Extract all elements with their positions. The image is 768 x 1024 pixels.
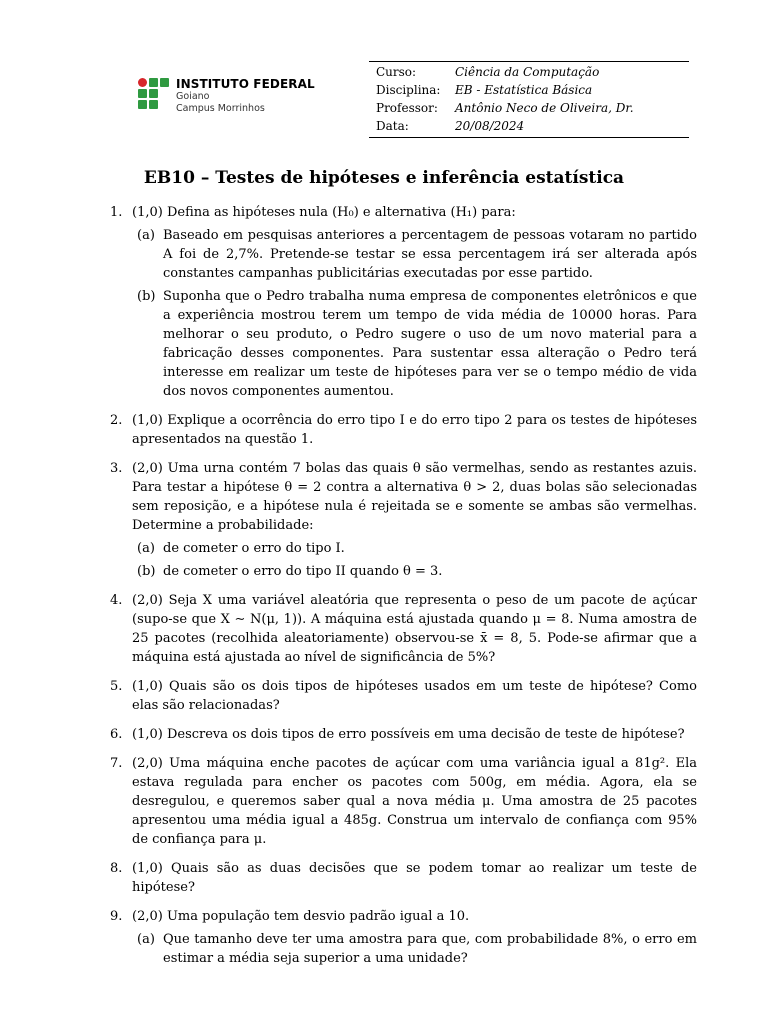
sub-label: (a): [137, 228, 155, 243]
sub-label: (a): [137, 932, 155, 947]
question-text: (2,0) Uma urna contém 7 bolas das quais θ são vermelhas, sendo as restantes azuis. Para testar a hipótese θ = 2 contra a alternativa θ > 2, duas bolas são selecionadas sem reposição, e a hipótese nula é rejeitada se e somente se ambas são vermelhas. Determine a probabilidade:: [132, 461, 697, 533]
course-info: [369, 61, 689, 138]
course-row: [369, 99, 689, 117]
question-number: 6.: [110, 727, 123, 742]
question-9: [110, 907, 697, 968]
question-number: 1.: [110, 205, 123, 220]
question-number: 2.: [110, 413, 123, 428]
question-7: [110, 754, 697, 849]
course-value: EB - Estatística Básica: [455, 83, 593, 97]
sub-label: (b): [137, 289, 156, 304]
question-4: [110, 591, 697, 667]
question-6: [110, 725, 697, 744]
course-value: 20/08/2024: [455, 119, 525, 133]
question-text: (1,0) Explique a ocorrência do erro tipo I e do erro tipo 2 para os testes de hipóteses apresentados na questão 1.: [132, 413, 697, 447]
question-8: [110, 859, 697, 897]
sub-text: de cometer o erro do tipo I.: [163, 541, 345, 556]
question-5: [110, 677, 697, 715]
sub-item: [137, 226, 697, 283]
page-title: EB10 – Testes de hipóteses e inferência estatística: [143, 168, 625, 188]
question-text: (2,0) Seja X uma variável aleatória que representa o peso de um pacote de açúcar (supo-se que X ∼ N(μ, 1)). A máquina está ajustada quando μ = 8. Numa amostra de 25 pacotes (recolhida aleatoriamente) observou-se x̄ = 8, 5. Pode-se afirmar que a máquina está ajustada ao nível de significância de 5%?: [132, 593, 697, 665]
logo-line-1: INSTITUTO FEDERAL: [176, 77, 315, 91]
course-row: [369, 117, 689, 135]
sub-text: Que tamanho deve ter uma amostra para que, com probabilidade 8%, o erro em estimar a média seja superior a uma unidade?: [163, 932, 697, 966]
question-3: [110, 459, 697, 581]
course-value: Antônio Neco de Oliveira, Dr.: [455, 101, 634, 115]
logo-line-2: Goiano: [176, 91, 210, 102]
question-number: 5.: [110, 679, 123, 694]
sub-item: [137, 562, 697, 581]
question-list: [110, 203, 697, 978]
question-text: (1,0) Descreva os dois tipos de erro possíveis em uma decisão de teste de hipótese?: [132, 727, 685, 742]
question-1: [110, 203, 697, 401]
question-text: (2,0) Uma máquina enche pacotes de açúcar com uma variância igual a 81g². Ela estava regulada para encher os pacotes com 500g, em média. Agora, ela se desregulou, e queremos saber qual a nova média μ. Uma amostra de 25 pacotes apresentou uma média igual a 485g. Construa um intervalo de confiança com 95% de confiança para μ.: [132, 756, 697, 847]
sub-item: [137, 930, 697, 968]
institution-logo: [138, 77, 315, 113]
sub-label: (a): [137, 541, 155, 556]
sub-text: Baseado em pesquisas anteriores a percentagem de pessoas votaram no partido A foi de 2,7%. Pretende-se testar se essa percentagem irá ser alterada após constantes campanhas publicitárias executadas por esse partido.: [163, 228, 697, 281]
question-number: 8.: [110, 861, 123, 876]
question-text: (1,0) Quais são os dois tipos de hipóteses usados em um teste de hipótese? Como elas são relacionadas?: [132, 679, 697, 713]
course-row: [369, 81, 689, 99]
sub-item: [137, 287, 697, 401]
course-key: Data:: [376, 119, 409, 133]
if-logo-icon: [138, 78, 169, 109]
question-number: 4.: [110, 593, 123, 608]
course-value: Ciência da Computação: [455, 65, 600, 79]
course-row: [369, 63, 689, 81]
course-key: Disciplina:: [376, 83, 441, 97]
course-key: Curso:: [376, 65, 417, 79]
question-text: (1,0) Defina as hipóteses nula (H₀) e alternativa (H₁) para:: [132, 205, 516, 220]
sub-text: Suponha que o Pedro trabalha numa empresa de componentes eletrônicos e que a experiência mostrou terem um tempo de vida média de 10000 horas. Para melhorar o seu produto, o Pedro sugere o uso de um novo material para a fabricação desses componentes. Para sustentar essa alteração o Pedro terá interesse em realizar um teste de hipóteses para ver se o tempo médio de vida dos novos componentes aumentou.: [163, 289, 697, 399]
sub-text: de cometer o erro do tipo II quando θ = 3.: [163, 564, 443, 579]
sub-label: (b): [137, 564, 156, 579]
question-text: (2,0) Uma população tem desvio padrão igual a 10.: [132, 909, 470, 924]
question-2: [110, 411, 697, 449]
question-number: 3.: [110, 461, 123, 476]
question-number: 7.: [110, 756, 123, 771]
question-number: 9.: [110, 909, 123, 924]
question-text: (1,0) Quais são as duas decisões que se podem tomar ao realizar um teste de hipótese?: [132, 861, 697, 895]
logo-line-3: Campus Morrinhos: [176, 102, 265, 114]
sub-item: [137, 539, 697, 558]
course-key: Professor:: [376, 101, 438, 115]
